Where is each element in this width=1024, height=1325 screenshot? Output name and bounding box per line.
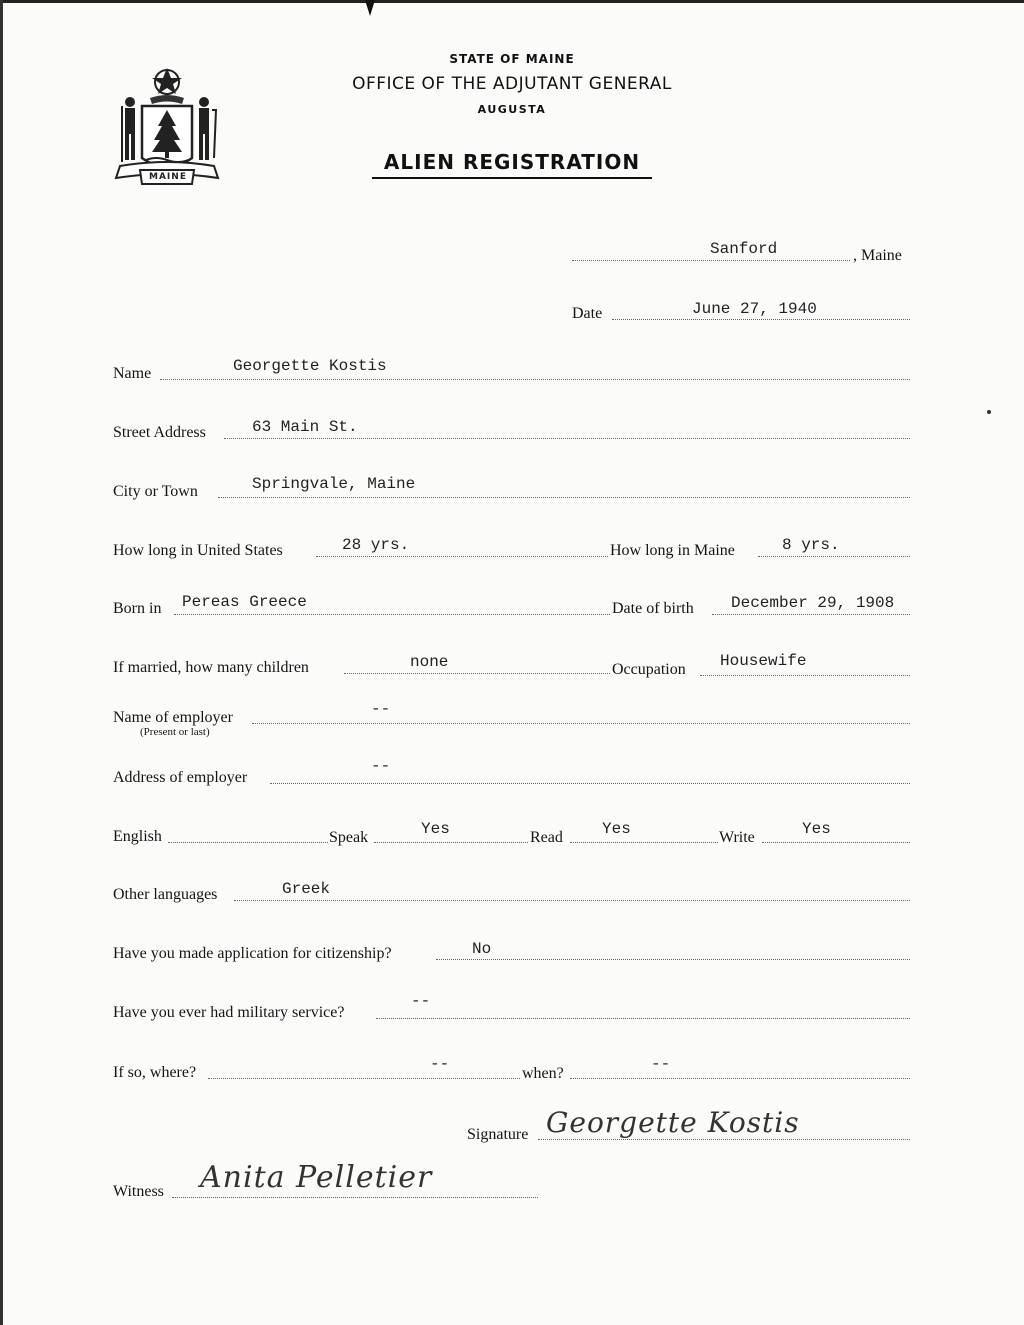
seal-text: MAINE (149, 172, 187, 182)
write-label: Write (719, 829, 755, 846)
born-in-value: Pereas Greece (182, 593, 307, 611)
city-value: Springvale, Maine (252, 475, 416, 493)
how-long-maine-label: How long in Maine (610, 542, 735, 559)
other-languages-value: Greek (282, 880, 331, 898)
form-title: ALIEN REGISTRATION (383, 150, 641, 174)
speak-line (374, 842, 528, 843)
where-label: If so, where? (113, 1064, 197, 1081)
children-value: none (410, 653, 449, 671)
other-languages-label: Other languages (113, 886, 218, 903)
employer-name-label: Name of employer (113, 709, 233, 726)
write-value: Yes (802, 820, 831, 838)
children-line (344, 673, 610, 674)
date-of-birth-value: December 29, 1908 (731, 594, 895, 612)
born-in-label: Born in (113, 600, 162, 617)
employer-name-sublabel: (Present or last) (140, 726, 210, 738)
where-value: -- (430, 1055, 450, 1073)
city-label: City or Town (113, 483, 198, 500)
how-long-maine-line (758, 556, 910, 557)
name-label: Name (113, 365, 152, 382)
header-city: AUGUSTA (477, 103, 547, 116)
citizenship-label: Have you made application for citizenship? (113, 945, 392, 962)
signature-label: Signature (467, 1126, 529, 1143)
scan-speck (987, 410, 991, 414)
children-label: If married, how many children (113, 659, 309, 676)
other-languages-line (234, 900, 910, 901)
date-line (612, 319, 910, 320)
name-value: Georgette Kostis (233, 357, 387, 375)
place-line (572, 260, 850, 261)
how-long-us-line (316, 556, 608, 557)
date-value: June 27, 1940 (692, 300, 817, 318)
speak-value: Yes (421, 820, 450, 838)
citizenship-line (436, 959, 910, 960)
born-in-line (174, 614, 610, 615)
scan-edge-left (0, 0, 3, 1325)
read-label: Read (530, 829, 563, 846)
signature-line (538, 1139, 910, 1140)
witness-value: Anita Pelletier (200, 1160, 433, 1195)
signature-value: Georgette Kostis (546, 1106, 800, 1139)
occupation-line (700, 675, 910, 676)
employer-address-value: -- (371, 757, 391, 775)
binder-notch (365, 0, 375, 16)
where-line (208, 1078, 520, 1079)
street-address-value: 63 Main St. (252, 418, 358, 436)
place-value: Sanford (710, 240, 778, 258)
when-value: -- (651, 1055, 671, 1073)
header-state: STATE OF MAINE (449, 52, 575, 66)
english-label: English (113, 828, 162, 845)
occupation-label: Occupation (612, 661, 686, 678)
date-of-birth-label: Date of birth (612, 600, 694, 617)
date-label: Date (572, 305, 603, 322)
english-line (168, 842, 328, 843)
military-value: -- (411, 992, 431, 1010)
place-suffix: , Maine (853, 247, 902, 264)
read-value: Yes (602, 820, 631, 838)
citizenship-value: No (472, 940, 492, 958)
name-line (160, 379, 910, 380)
witness-label: Witness (113, 1183, 164, 1200)
speak-label: Speak (329, 829, 369, 846)
how-long-us-label: How long in United States (113, 542, 283, 559)
date-of-birth-line (712, 614, 910, 615)
street-address-line (224, 438, 910, 439)
read-line (570, 842, 718, 843)
employer-address-label: Address of employer (113, 769, 248, 786)
how-long-us-value: 28 yrs. (342, 536, 410, 554)
when-line (570, 1078, 910, 1079)
scan-edge-top (0, 0, 1024, 3)
title-underline (372, 177, 652, 179)
employer-address-line (270, 783, 910, 784)
military-line (376, 1018, 910, 1019)
how-long-maine-value: 8 yrs. (782, 536, 840, 554)
write-line (762, 842, 910, 843)
employer-name-value: -- (371, 700, 391, 718)
occupation-value: Housewife (720, 652, 807, 670)
witness-line (172, 1197, 538, 1198)
header-office: OFFICE OF THE ADJUTANT GENERAL (352, 74, 672, 94)
when-label: when? (522, 1065, 564, 1082)
employer-name-line (252, 723, 910, 724)
street-address-label: Street Address (113, 424, 206, 441)
military-label: Have you ever had military service? (113, 1004, 345, 1021)
city-line (218, 497, 910, 498)
